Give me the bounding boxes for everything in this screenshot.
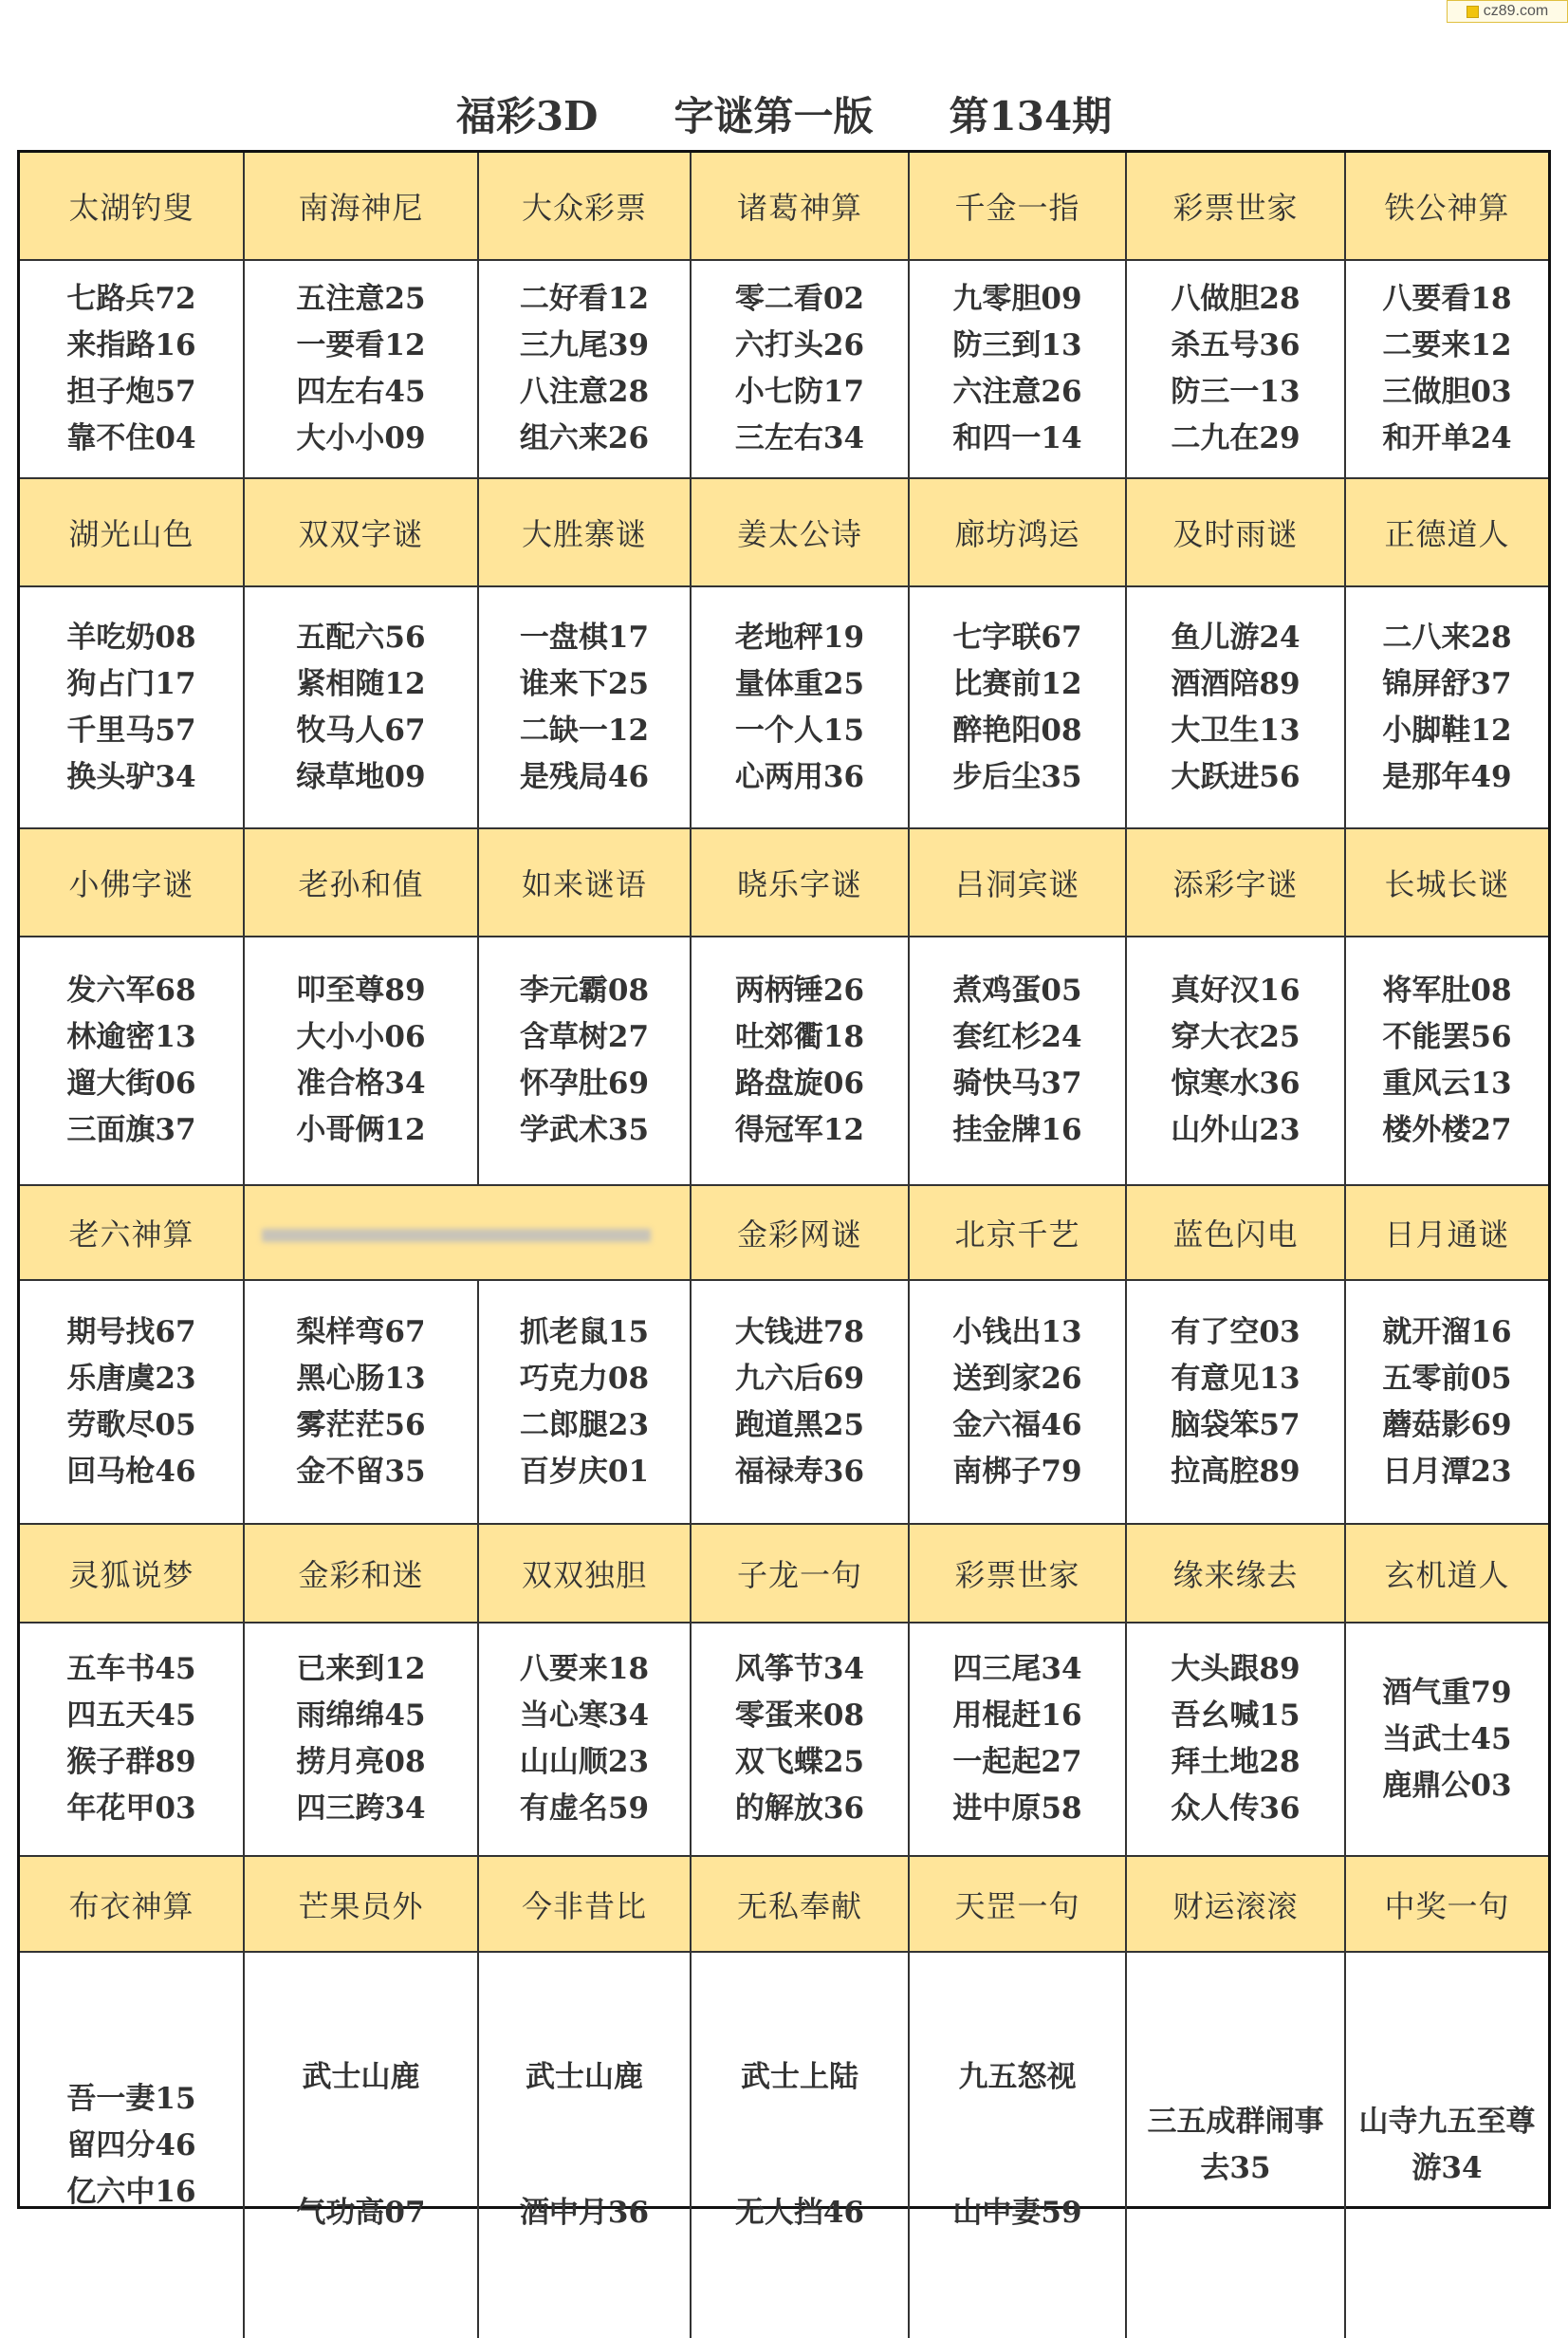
riddle-line: 杀五号36: [1171, 328, 1301, 362]
riddle-line: 换头驴34: [66, 759, 196, 794]
riddle-line: 七字联67: [952, 620, 1082, 655]
column-header: 及时雨谜: [1127, 479, 1346, 587]
riddle-line: 大小小06: [296, 1020, 426, 1054]
riddle-cell: [479, 1624, 692, 1857]
riddle-line: 一起起27: [952, 1745, 1082, 1779]
riddle-line: 二郎腿23: [519, 1407, 650, 1442]
riddle-line: 叩至尊89: [296, 974, 426, 1008]
riddle-line: 羊吃奶08: [66, 620, 196, 655]
riddle-line: 鱼儿游24: [1171, 620, 1301, 655]
riddle-line: 真好汉16: [1171, 974, 1301, 1008]
riddle-line: 有意见13: [1171, 1361, 1301, 1396]
riddle-cell: [1127, 1624, 1346, 1857]
riddle-line: 煮鸡蛋05: [952, 974, 1082, 1008]
riddle-line: 楼外楼27: [1382, 1113, 1512, 1147]
riddle-cell: [692, 587, 910, 829]
riddle-line: 三做胆03: [1382, 375, 1512, 409]
riddle-line: 蘑菇影69: [1382, 1407, 1512, 1442]
riddle-line: 二八来28: [1382, 620, 1512, 655]
riddle-line: 大钱进78: [734, 1314, 865, 1349]
riddle-line: 防三到13: [952, 328, 1082, 362]
riddle-line: 四五天45: [66, 1698, 196, 1733]
column-header: 小佛字谜: [20, 829, 245, 937]
riddle-line: 绿草地09: [296, 759, 426, 794]
riddle-line: 是残局46: [519, 759, 650, 794]
riddle-line: 一个人15: [734, 713, 865, 748]
column-header: 彩票世家: [910, 1525, 1127, 1624]
site-logo-icon: [1467, 6, 1479, 18]
riddle-line: 三九尾39: [519, 328, 650, 362]
riddle-line: 日月潭23: [1382, 1454, 1512, 1489]
column-header: 无私奉献: [692, 1857, 910, 1953]
riddle-line: 大小小09: [296, 421, 426, 455]
riddle-line: 九六后69: [734, 1361, 865, 1396]
riddle-line: 牧马人67: [296, 713, 426, 748]
riddle-cell: [1346, 587, 1548, 829]
column-header: 金彩网谜: [692, 1186, 910, 1281]
riddle-line: 就开溜16: [1382, 1314, 1512, 1349]
riddle-line: 一要看12: [296, 328, 426, 362]
riddle-line: 风筝节34: [734, 1652, 865, 1686]
riddle-line: 穿大衣25: [1171, 1020, 1301, 1054]
riddle-line: 留四分46: [66, 2127, 196, 2162]
riddle-line: 梨样弯67: [296, 1314, 426, 1349]
column-header: 老六神算: [20, 1186, 245, 1281]
column-header: 廊坊鸿运: [910, 479, 1127, 587]
riddle-line: 林逾密13: [66, 1020, 196, 1054]
column-header: 千金一指: [910, 153, 1127, 261]
riddle-cell: [479, 261, 692, 479]
riddle-line: 回马枪46: [66, 1454, 196, 1489]
riddle-line: 双飞蝶25: [734, 1745, 865, 1779]
riddle-line: 组六来26: [519, 421, 650, 455]
riddle-line: 准合格34: [296, 1067, 426, 1101]
riddle-line: 二九在29: [1171, 421, 1301, 455]
riddle-line: 八要看18: [1382, 282, 1512, 316]
column-header: 老孙和值: [245, 829, 479, 937]
riddle-line: 当心寒34: [519, 1698, 650, 1733]
riddle-line: 不能罢56: [1382, 1020, 1512, 1054]
riddle-line: 吾幺喊15: [1171, 1698, 1301, 1733]
riddle-cell: [245, 587, 479, 829]
riddle-line: 骑快马37: [952, 1067, 1082, 1101]
watermark-text: cz89.com: [1483, 3, 1549, 19]
column-header: 灵狐说梦: [20, 1525, 245, 1624]
riddle-line: 挂金牌16: [952, 1113, 1082, 1147]
riddle-cell: [245, 1624, 479, 1857]
riddle-line: 期号找67: [66, 1314, 196, 1349]
riddle-line: 年花甲03: [66, 1791, 196, 1826]
riddle-cell: [1127, 261, 1346, 479]
riddle-line: 酒中月36: [519, 2196, 650, 2230]
riddle-line: 已来到12: [296, 1652, 426, 1686]
column-header: 太湖钓叟: [20, 153, 245, 261]
riddle-cell: [910, 1624, 1127, 1857]
riddle-line: 发六军68: [66, 974, 196, 1008]
riddle-cell: [692, 261, 910, 479]
riddle-line: 小钱出13: [952, 1314, 1082, 1349]
riddle-cell: [245, 937, 479, 1186]
riddle-line: 金不留35: [296, 1454, 426, 1489]
riddle-line: 八做胆28: [1171, 282, 1301, 316]
riddle-line: 套红杉24: [952, 1020, 1082, 1054]
riddle-line: 拜土地28: [1171, 1745, 1301, 1779]
riddle-cell: [479, 937, 692, 1186]
riddle-cell: [1346, 1953, 1548, 2338]
riddle-line: 南梆子79: [952, 1454, 1082, 1489]
riddle-cell: [20, 1281, 245, 1525]
riddle-line: 零二看02: [734, 282, 865, 316]
riddle-line: 步后尘35: [952, 759, 1082, 794]
riddle-line: 众人传36: [1171, 1791, 1301, 1826]
riddle-line: 二好看12: [519, 282, 650, 316]
riddle-line: 吾一妻15: [66, 2081, 196, 2116]
riddle-line: 八要来18: [519, 1652, 650, 1686]
column-header: 天罡一句: [910, 1857, 1127, 1953]
riddle-cell: [1127, 937, 1346, 1186]
riddle-line: 狗占门17: [66, 666, 196, 701]
riddle-line: 学武术35: [519, 1113, 650, 1147]
riddle-cell: [1127, 1953, 1346, 2338]
riddle-line: 小哥俩12: [296, 1113, 426, 1147]
riddle-line: 李元霸08: [519, 974, 650, 1008]
riddle-cell: [692, 937, 910, 1186]
riddle-line: 锦屏舒37: [1382, 666, 1512, 701]
riddle-line: 鹿鼎公03: [1382, 1768, 1512, 1803]
riddle-cell: [1127, 1281, 1346, 1525]
riddle-line: 当武士45: [1382, 1721, 1512, 1756]
riddle-line: 二要来12: [1382, 328, 1512, 362]
riddle-line: 大头跟89: [1171, 1652, 1301, 1686]
title-lottery: 福彩3D: [455, 93, 599, 139]
column-header: [245, 1186, 692, 1281]
riddle-line: 遛大街06: [66, 1067, 196, 1101]
riddle-table: [17, 150, 1551, 2230]
riddle-line: 跑道黑25: [734, 1407, 865, 1442]
title-edition: 字谜第一版: [673, 93, 874, 139]
riddle-line: 四三跨34: [296, 1791, 426, 1826]
riddle-line: 五零前05: [1382, 1361, 1512, 1396]
riddle-line: 量体重25: [734, 666, 865, 701]
column-header: 日月通谜: [1346, 1186, 1548, 1281]
riddle-line: 和开单24: [1382, 421, 1512, 455]
riddle-cell: [692, 1953, 910, 2338]
column-header: 彩票世家: [1127, 153, 1346, 261]
riddle-cell: [20, 937, 245, 1186]
riddle-line: 靠不住04: [66, 421, 196, 455]
riddle-line: 谁来下25: [519, 666, 650, 701]
riddle-line: 含草树27: [519, 1020, 650, 1054]
column-header: 吕洞宾谜: [910, 829, 1127, 937]
riddle-line: 和四一14: [952, 421, 1082, 455]
riddle-cell: [1346, 1624, 1548, 1857]
riddle-line: 有虚名59: [519, 1791, 650, 1826]
riddle-cell: [910, 1281, 1127, 1525]
riddle-line: 担子炮57: [66, 375, 196, 409]
riddle-line: 大跃进56: [1171, 759, 1301, 794]
riddle-line: 重风云13: [1382, 1067, 1512, 1101]
riddle-line: 八注意28: [519, 375, 650, 409]
riddle-line: 乐唐虞23: [66, 1361, 196, 1396]
riddle-line: 比赛前12: [952, 666, 1082, 701]
riddle-line: 路盘旋06: [734, 1067, 865, 1101]
riddle-cell: [1346, 1281, 1548, 1525]
riddle-line: 三五成群闹事去35: [1147, 2105, 1324, 2185]
riddle-line: 五注意25: [296, 282, 426, 316]
riddle-line: 雾茫茫56: [296, 1407, 426, 1442]
riddle-line: 六打头26: [734, 328, 865, 362]
riddle-cell: [910, 261, 1127, 479]
riddle-cell: [692, 1624, 910, 1857]
riddle-line: 得冠军12: [734, 1113, 865, 1147]
riddle-line: 气功高07: [296, 2196, 426, 2230]
column-header: 财运滚滚: [1127, 1857, 1346, 1953]
column-header: 缘来缘去: [1127, 1525, 1346, 1624]
riddle-line: 有了空03: [1171, 1314, 1301, 1349]
riddle-line: 醉艳阳08: [952, 713, 1082, 748]
riddle-line: 福禄寿36: [734, 1454, 865, 1489]
riddle-line: 吐郊衢18: [734, 1020, 865, 1054]
column-header: 诸葛神算: [692, 153, 910, 261]
column-header: 子龙一句: [692, 1525, 910, 1624]
riddle-line: 武士山鹿: [526, 2060, 643, 2094]
column-header: 蓝色闪电: [1127, 1186, 1346, 1281]
title-issue: 第134期: [949, 93, 1113, 139]
watermark: [1447, 0, 1568, 23]
riddle-line: 拉高腔89: [1171, 1454, 1301, 1489]
riddle-line: 无人挡46: [734, 2196, 865, 2230]
riddle-line: 亿六中16: [66, 2174, 196, 2209]
riddle-cell: [245, 1953, 479, 2338]
riddle-line: 九零胆09: [952, 282, 1082, 316]
column-header: 布衣神算: [20, 1857, 245, 1953]
riddle-line: 山中妻59: [952, 2196, 1082, 2230]
column-header: 铁公神算: [1346, 153, 1548, 261]
riddle-cell: [20, 1624, 245, 1857]
column-header: 如来谜语: [479, 829, 692, 937]
riddle-line: 零蛋来08: [734, 1698, 865, 1733]
riddle-line: 紧相随12: [296, 666, 426, 701]
riddle-line: 怀孕肚69: [519, 1067, 650, 1101]
riddle-line: 惊寒水36: [1171, 1067, 1301, 1101]
riddle-cell: [479, 587, 692, 829]
column-header: 双双独胆: [479, 1525, 692, 1624]
riddle-line: 六注意26: [952, 375, 1082, 409]
column-header: 晓乐字谜: [692, 829, 910, 937]
riddle-cell: [479, 1281, 692, 1525]
riddle-line: 是那年49: [1382, 759, 1512, 794]
column-header: 北京千艺: [910, 1186, 1127, 1281]
riddle-line: 酒气重79: [1382, 1675, 1512, 1710]
riddle-cell: [20, 261, 245, 479]
riddle-line: 七路兵72: [66, 282, 196, 316]
riddle-line: 黑心肠13: [296, 1361, 426, 1396]
riddle-line: 巧克力08: [519, 1361, 650, 1396]
column-header: 正德道人: [1346, 479, 1548, 587]
riddle-line: 用棍赶16: [952, 1698, 1082, 1733]
column-header: 芒果员外: [245, 1857, 479, 1953]
column-header: 添彩字谜: [1127, 829, 1346, 937]
riddle-line: 山外山23: [1171, 1113, 1301, 1147]
riddle-cell: [20, 1953, 245, 2338]
column-header: 双双字谜: [245, 479, 479, 587]
riddle-cell: [910, 937, 1127, 1186]
riddle-line: 四三尾34: [952, 1652, 1082, 1686]
riddle-line: 武士山鹿: [302, 2060, 420, 2094]
riddle-line: 五配六56: [296, 620, 426, 655]
riddle-line: 将军肚08: [1382, 974, 1512, 1008]
riddle-cell: [479, 1953, 692, 2338]
riddle-cell: [910, 1953, 1127, 2338]
column-header: 金彩和迷: [245, 1525, 479, 1624]
column-header: 大胜寨谜: [479, 479, 692, 587]
riddle-line: 防三一13: [1171, 375, 1301, 409]
riddle-line: 捞月亮08: [296, 1745, 426, 1779]
riddle-cell: [910, 587, 1127, 829]
riddle-cell: [20, 587, 245, 829]
column-header: 大众彩票: [479, 153, 692, 261]
riddle-line: 酒酒陪89: [1171, 666, 1301, 701]
riddle-line: 山寺九五至尊游34: [1358, 2105, 1536, 2185]
riddle-line: 一盘棋17: [519, 620, 650, 655]
column-header: 湖光山色: [20, 479, 245, 587]
riddle-line: 猴子群89: [66, 1745, 196, 1779]
column-header: 中奖一句: [1346, 1857, 1548, 1953]
riddle-line: 千里马57: [66, 713, 196, 748]
riddle-line: 小七防17: [734, 375, 865, 409]
column-header: 姜太公诗: [692, 479, 910, 587]
riddle-line: 劳歌尽05: [66, 1407, 196, 1442]
riddle-line: 心两用36: [734, 759, 865, 794]
riddle-line: 百岁庆01: [519, 1454, 650, 1489]
riddle-line: 大卫生13: [1171, 713, 1301, 748]
blurred-header: [262, 1229, 651, 1242]
riddle-cell: [245, 1281, 479, 1525]
riddle-line: 三面旗37: [66, 1113, 196, 1147]
riddle-line: 四左右45: [296, 375, 426, 409]
riddle-cell: [692, 1281, 910, 1525]
riddle-line: 脑袋笨57: [1171, 1407, 1301, 1442]
riddle-line: 小脚鞋12: [1382, 713, 1512, 748]
riddle-line: 送到家26: [952, 1361, 1082, 1396]
riddle-line: 两柄锤26: [734, 974, 865, 1008]
riddle-cell: [245, 261, 479, 479]
riddle-line: 抓老鼠15: [519, 1314, 650, 1349]
riddle-line: 的解放36: [734, 1791, 865, 1826]
riddle-line: 武士上陆: [741, 2060, 858, 2094]
riddle-line: 进中原58: [952, 1791, 1082, 1826]
riddle-cell: [1346, 937, 1548, 1186]
column-header: 南海神尼: [245, 153, 479, 261]
riddle-line: 来指路16: [66, 328, 196, 362]
riddle-line: 雨绵绵45: [296, 1698, 426, 1733]
riddle-line: 二缺一12: [519, 713, 650, 748]
riddle-cell: [1127, 587, 1346, 829]
column-header: 玄机道人: [1346, 1525, 1548, 1624]
riddle-line: 三左右34: [734, 421, 865, 455]
riddle-line: 金六福46: [952, 1407, 1082, 1442]
riddle-line: 九五怒视: [958, 2060, 1077, 2094]
column-header: 今非昔比: [479, 1857, 692, 1953]
riddle-line: 山山顺23: [519, 1745, 650, 1779]
riddle-line: 老地秤19: [734, 620, 865, 655]
column-header: 长城长谜: [1346, 829, 1548, 937]
page-title: [0, 85, 1568, 142]
riddle-line: 五车书45: [66, 1652, 196, 1686]
riddle-cell: [1346, 261, 1548, 479]
